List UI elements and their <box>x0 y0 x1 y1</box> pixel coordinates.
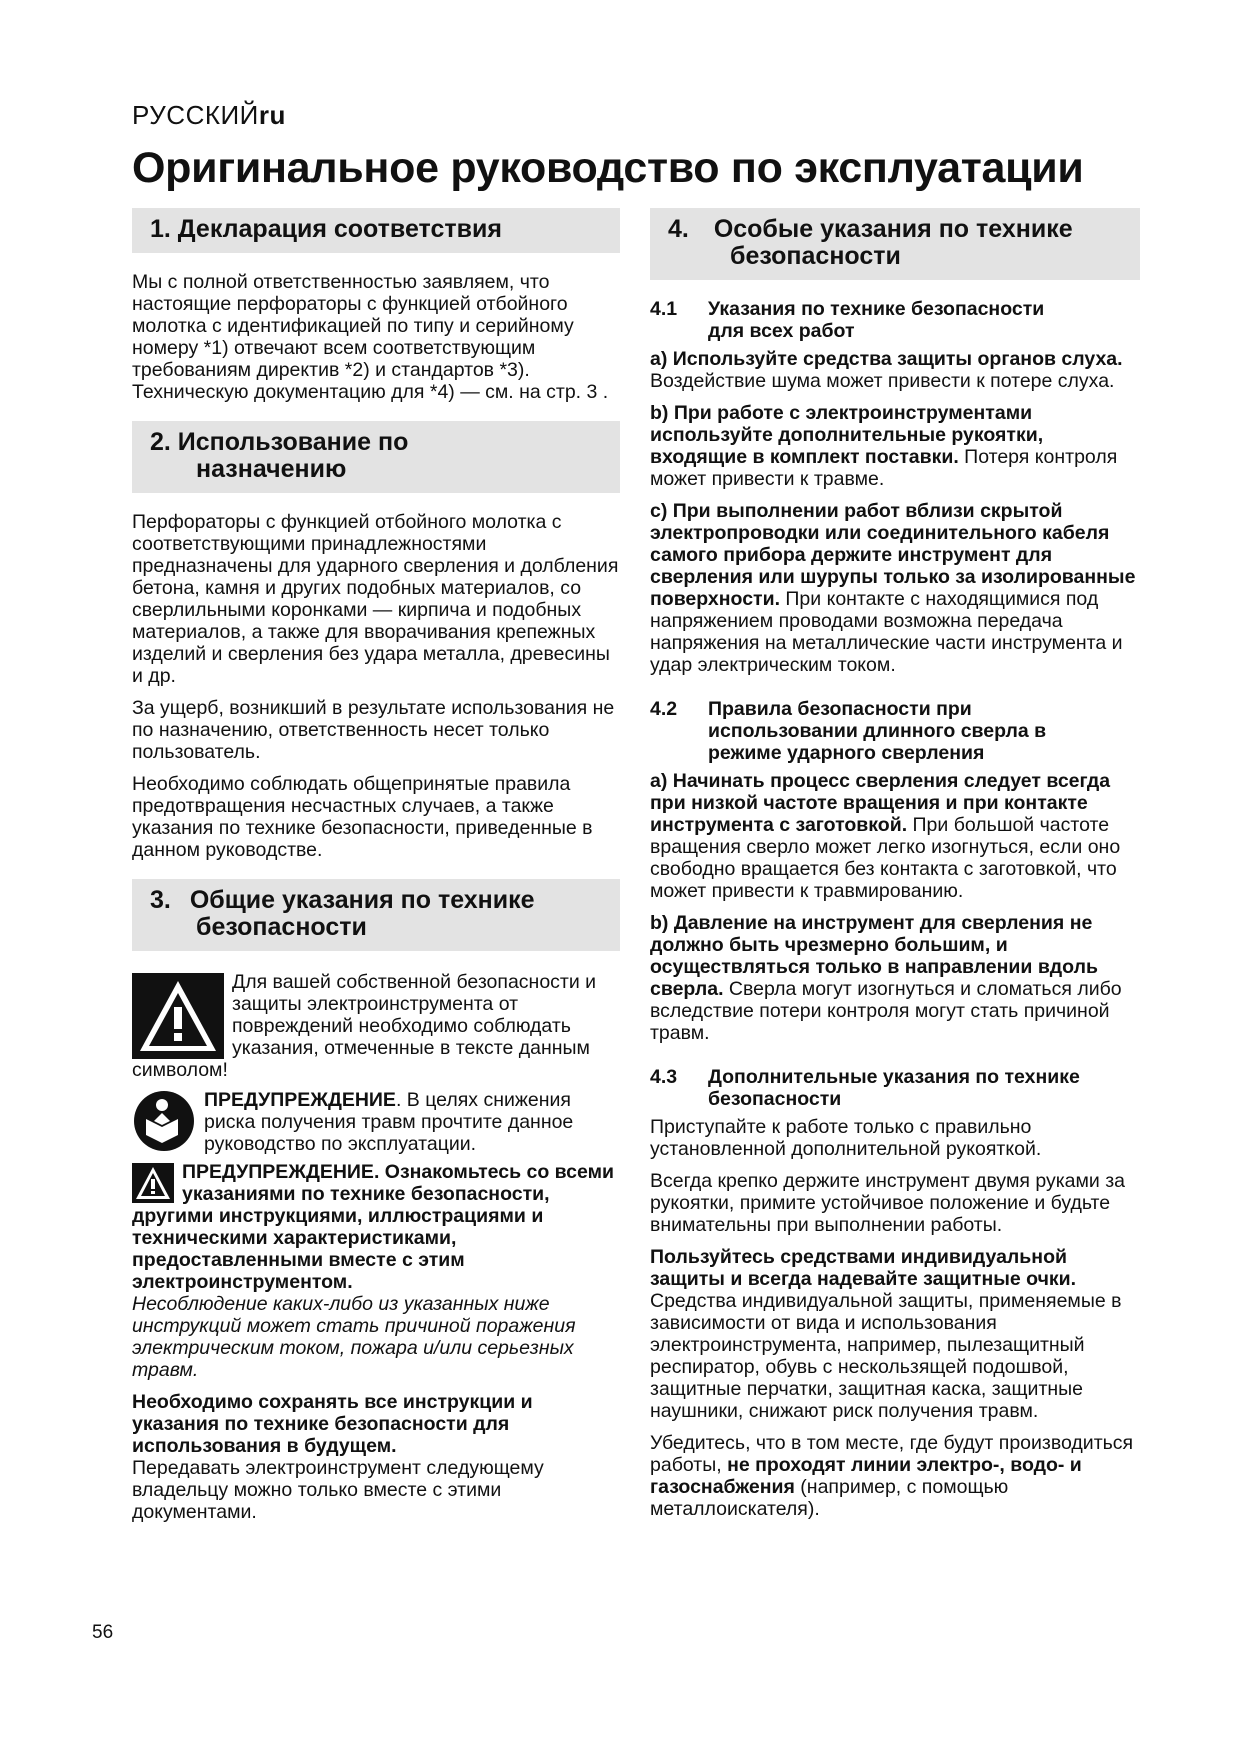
keep-instructions: Необходимо сохранять все инструкции и указания по технике безопасности для использования в будущем. Передавать электроинструмент следующему владельцу можно только вместе с этими документами. <box>132 1391 544 1523</box>
rule-4-3-p2: Всегда крепко держите инструмент двумя руками за рукоятки, примите устойчивое положение и будьте внимательны при выполнении работы. <box>650 1170 1126 1236</box>
page-number: 56 <box>92 1622 114 1643</box>
section-4-heading: 4. Особые указания по технике безопасности <box>650 208 1140 280</box>
accident-rules-text: Необходимо соблюдать общепринятые правила предотвращения несчастных случаев, а также указания по технике безопасности, приведенные в данном руководстве. <box>132 773 593 861</box>
rule-4-1-a: a) Используйте средства защиты органов слуха. Воздействие шума может привести к потере слуха. <box>650 348 1123 392</box>
declaration-text: Мы с полной ответственностью заявляем, что настоящие перфораторы с функцией отбойного молотка с идентификацией по типу и серийному номеру *1) отвечают всем соответствующим требованиям директив *2) и стандартов *3). Техническую документацию для *4) — см. на стр. 3 . <box>132 271 609 403</box>
rule-4-3-p4: Убедитесь, что в том месте, где будут производиться работы, не проходят линии электро-, водо- и газоснабжения (например, с помощью металлоискателя). <box>650 1432 1134 1520</box>
intended-use-text: Перфораторы с функцией отбойного молотка с соответствующими принадлежностями предназначены для ударного сверления и долбления бетона, камня и других подобных материалов, со сверлильными коронками — кирпича и подобных материалов, а также для вворачивания крепежных изделий и сверления без удара металла, древесины и др. <box>132 511 619 687</box>
warning-small-icon <box>132 1163 174 1203</box>
rule-4-1-b: b) При работе с электроинструментами используйте дополнительные рукоятки, входящие в комплект поставки. Потеря контроля может привести к травме. <box>650 402 1118 490</box>
rule-4-2-b: b) Давление на инструмент для сверления не должно быть чрезмерно большим, и осуществляться только в направлении вдоль сверла. Сверла могут изогнуться и сломаться либо вследствие потери контроля могут стать причиной травм. <box>650 912 1122 1044</box>
section-2-heading: 2. Использование по назначению <box>132 421 620 493</box>
rule-4-3-p1: Приступайте к работе только с правильно установленной дополнительной рукояткой. <box>650 1116 1042 1160</box>
language-label: РУССКИЙru <box>132 100 286 130</box>
read-manual-icon <box>132 1089 196 1153</box>
symbol-note <box>132 971 620 1081</box>
left-column <box>132 208 620 1533</box>
subsection-4-1-title: 4.1 Указания по технике безопасности для всех работ <box>650 298 1045 342</box>
liability-text: За ущерб, возникший в результате использования не по назначению, ответственность несет только пользователь. <box>132 697 615 763</box>
subsection-4-3-title: 4.3 Дополнительные указания по технике безопасности <box>650 1066 1080 1110</box>
page-title: Оригинальное руководство по эксплуатации <box>132 144 1084 192</box>
warning-triangle-icon <box>132 973 224 1059</box>
right-column <box>650 208 1140 1530</box>
rule-4-1-c: c) При выполнении работ вблизи скрытой электропроводки или соединительного кабеля самого прибора держите инструмент для сверления или шурупы только за изолированные поверхности. При контакте с находящимися под напряжением проводами возможна передача напряжения на металлические части инструмента и удар электрическим током. <box>650 500 1136 676</box>
symbol-note-text: Для вашей собственной безопасности и защиты электроинструмента от повреждений необходимо соблюдать указания, отмеченные в тексте данным символом! <box>132 971 597 1081</box>
rule-4-3-p3: Пользуйтесь средствами индивидуальной защиты и всегда надевайте защитные очки. Средства индивидуальной защиты, применяемые в зависимости от вида и использования электроинструмента, например, пылезащитный респиратор, обувь с нескользящей подошвой, защитные перчатки, защитная каска, защитные наушники, снижают риск получения травм. <box>650 1246 1122 1422</box>
section-1-heading: 1. Декларация соответствия <box>132 208 620 253</box>
warning-read-manual: ПРЕДУПРЕЖДЕНИЕ. В целях снижения риска получения травм прочтите данное руководство по эксплуатации. <box>132 1089 620 1155</box>
section-3-heading: 3. Общие указания по технике безопасности <box>132 879 620 951</box>
rule-4-2-a: a) Начинать процесс сверления следует всегда при низкой частоте вращения и при контакте инструмента с заготовкой. При большой частоте вращения сверло может легко изогнуться, если оно свободно вращается без контакта с заготовкой, что может привести к травмированию. <box>650 770 1121 902</box>
warning-general: ПРЕДУПРЕЖДЕНИЕ. Ознакомьтесь со всеми указаниями по технике безопасности, другими инструкциями, иллюстрациями и техническими характеристиками, предоставленными вместе с этим электроинструментом. Несоблюдение каких-либо из указанных ниже инструкций может стать причиной поражения электрическим током, пожара и/или серьезных травм. <box>132 1161 615 1381</box>
subsection-4-2-title: 4.2 Правила безопасности при использовании длинного сверла в режиме ударного сверления <box>650 698 1047 764</box>
